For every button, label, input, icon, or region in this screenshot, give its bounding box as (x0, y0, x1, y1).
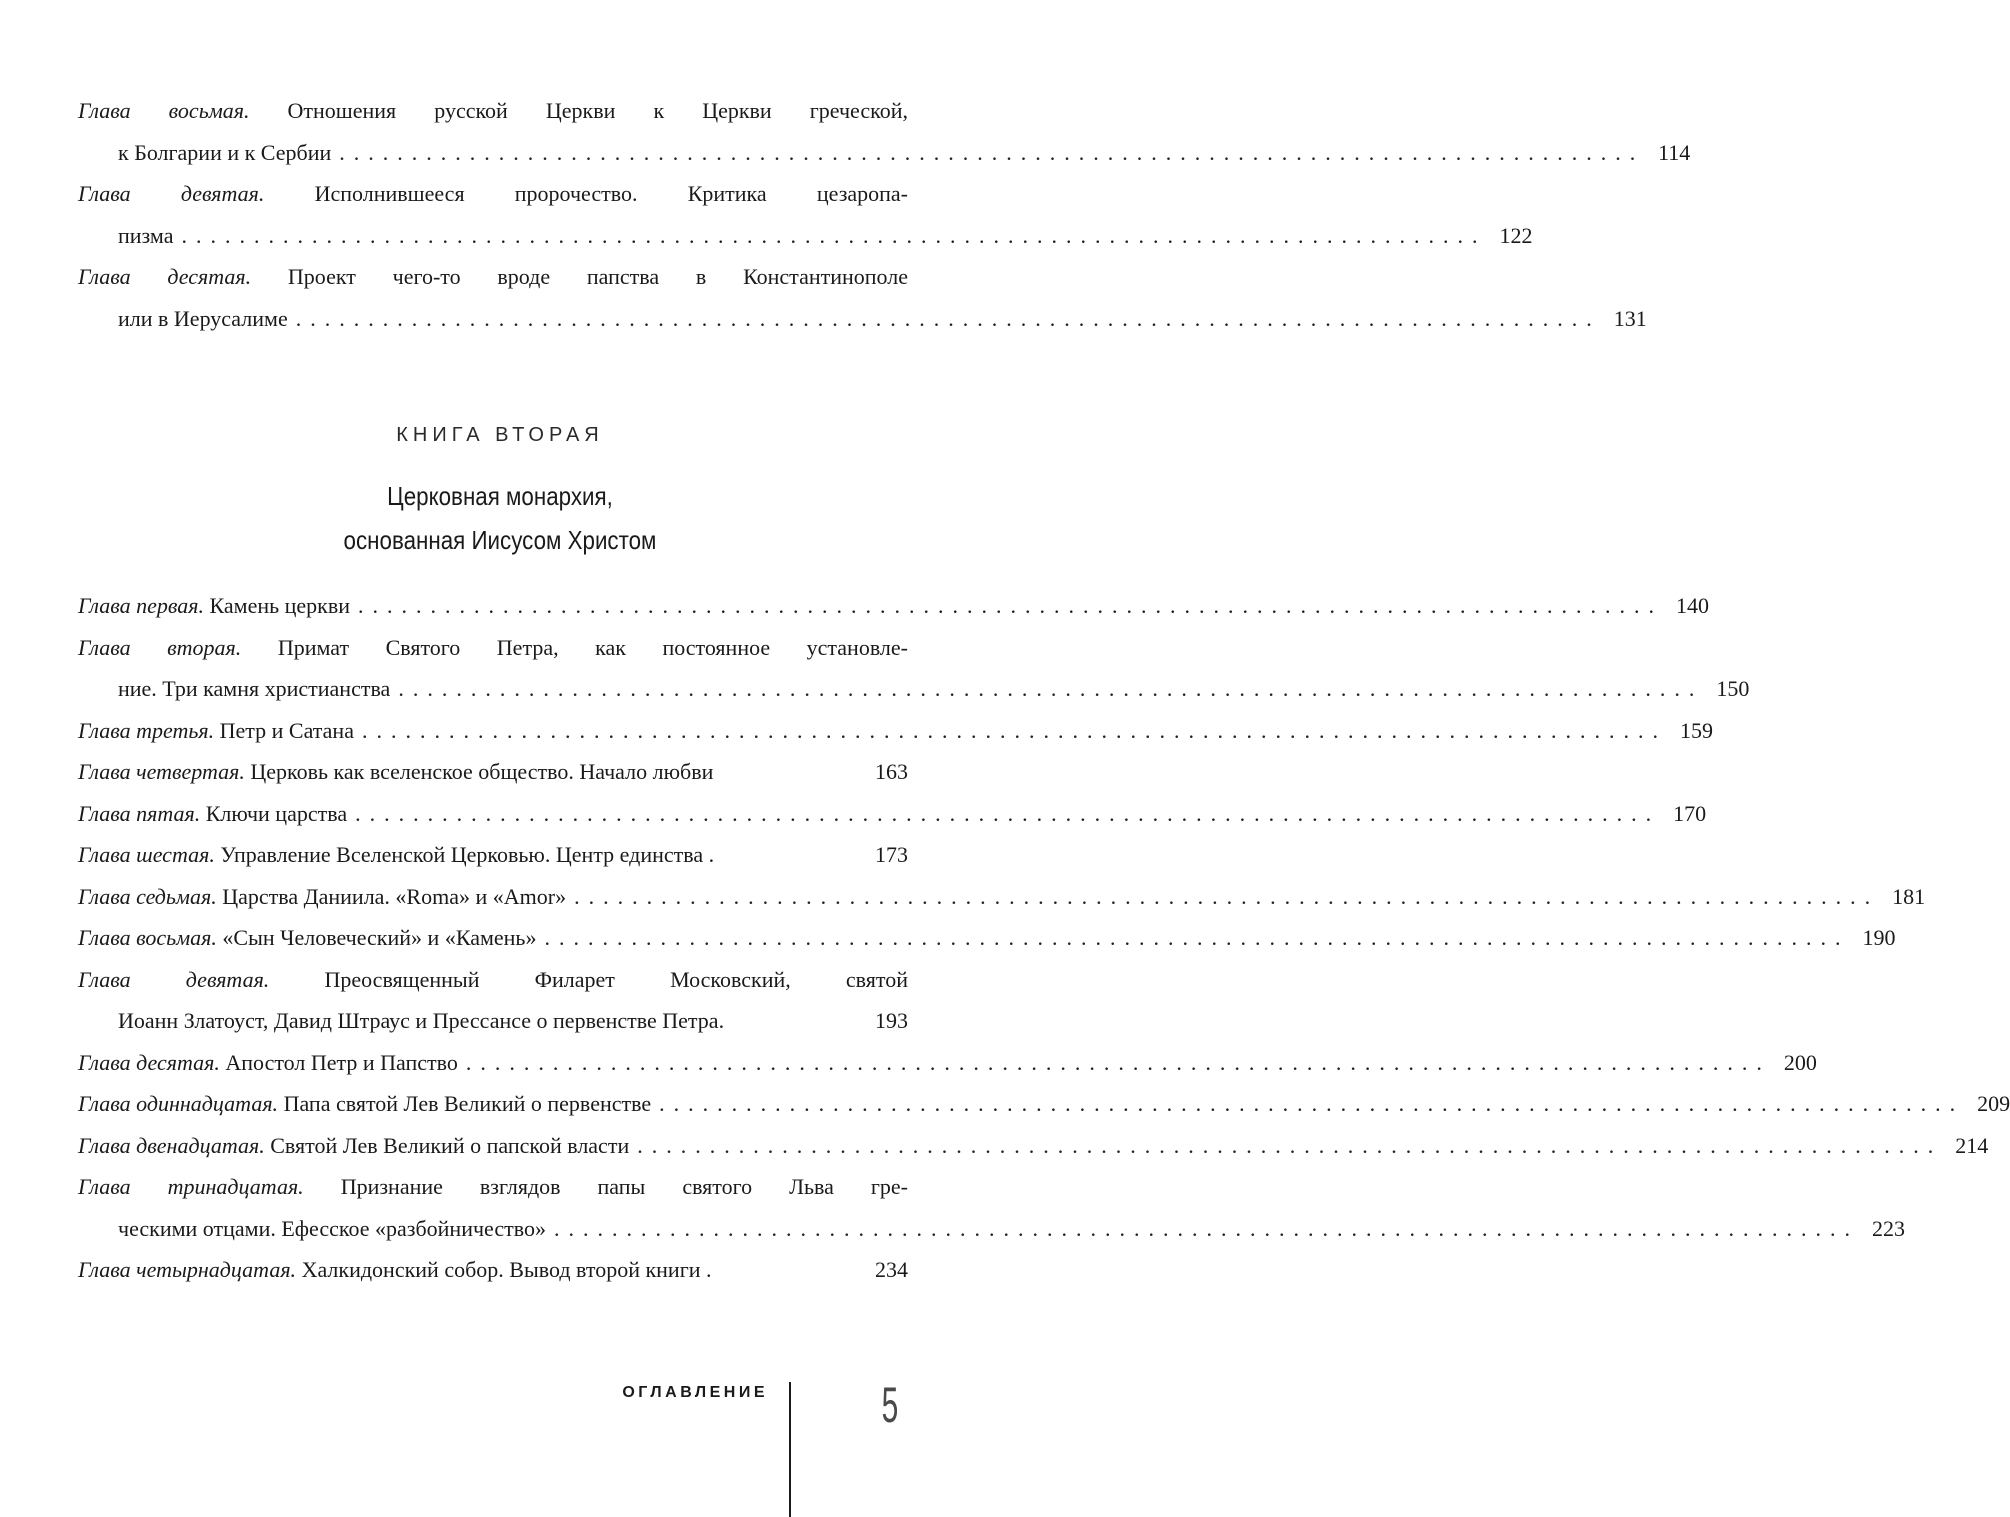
page-ref: 214 (1955, 1132, 1989, 1158)
chapter-title: Халкидонский собор. Вывод второй книги . (301, 1257, 712, 1282)
toc-entry[interactable] (78, 1249, 908, 1291)
toc-entry[interactable] (78, 1166, 1905, 1249)
toc-entry-first-line (78, 173, 908, 215)
chapter-label: Глава восьмая. (78, 925, 217, 950)
toc-section-book-one-end (78, 90, 1691, 339)
toc-entry[interactable] (78, 1042, 1817, 1084)
chapter-title-continued: ческими отцами. Ефесское «разбойничество» (118, 1215, 546, 1241)
page-ref: 193 (875, 1008, 908, 1033)
dot-leader: .......................................................................................... (574, 883, 1880, 909)
page-ref: 209 (1977, 1091, 2010, 1116)
page-ref: 163 (875, 759, 908, 784)
dot-leader: .......................................................................................... (544, 925, 1850, 950)
toc-entry-last-line (78, 1208, 1905, 1250)
chapter-label: Глава четвертая. (78, 759, 245, 784)
dot-leader: .......................................................................................... (358, 593, 1664, 618)
chapter-label: Глава десятая. (78, 264, 252, 289)
chapter-label: Глава одиннадцатая. (78, 1091, 279, 1116)
toc-entry[interactable] (78, 256, 1647, 339)
dot-leader: .......................................................................................... (339, 139, 1645, 165)
page-ref: 234 (875, 1257, 908, 1282)
page-ref: 200 (1783, 1049, 1817, 1075)
chapter-title: Церковь как вселенское общество. Начало любви (250, 759, 714, 784)
toc-entry[interactable] (78, 710, 1713, 752)
toc-entry-last-line (78, 298, 1647, 340)
toc-entry-last-line (78, 215, 1533, 257)
chapter-title: Отношения русской Церкви к Церкви греческой, (287, 98, 908, 123)
chapter-title: Преосвященный Филарет Московский, святой (324, 966, 908, 992)
chapter-title: Ключи царства (205, 800, 348, 826)
page-ref: 131 (1613, 305, 1647, 331)
chapter-title: Святой Лев Великий о папской власти (270, 1132, 630, 1158)
page-ref: 223 (1871, 1215, 1905, 1241)
chapter-label: Глава десятая. (78, 1049, 220, 1075)
running-footer-label: ОГЛАВЛЕНИЕ (622, 1384, 768, 1401)
toc-entry-last-line (78, 1000, 908, 1042)
chapter-label: Глава восьмая. (78, 98, 250, 123)
chapter-title-continued: к Болгарии и к Сербии (118, 139, 332, 165)
chapter-title: Апостол Петр и Папство (225, 1049, 458, 1075)
page-ref: 181 (1892, 883, 1926, 909)
chapter-title-continued: ние. Три камня христианства (118, 676, 391, 701)
toc-entry[interactable] (78, 627, 1750, 710)
toc-entry-last-line (78, 132, 1691, 174)
toc-entry[interactable] (78, 959, 908, 1042)
chapter-title: «Сын Человеческий» и «Камень» (222, 925, 537, 950)
toc-entry-last-line (78, 668, 1750, 710)
page-ref: 159 (1679, 717, 1713, 743)
dot-leader: .......................................................................................... (637, 1132, 1943, 1158)
toc-entry-first-line (78, 1166, 908, 1208)
chapter-label: Глава третья. (78, 717, 215, 743)
page-ref: 114 (1658, 139, 1691, 165)
chapter-title: Камень церкви (209, 593, 351, 618)
book-label: КНИГА ВТОРАЯ (396, 424, 604, 446)
toc-entry-first-line (78, 959, 908, 1001)
page-number: 5 (881, 1377, 899, 1433)
chapter-label: Глава пятая. (78, 800, 201, 826)
chapter-label: Глава девятая. (78, 181, 265, 206)
toc-section-book-two (78, 585, 2010, 1291)
book-title-line-2: основанная Иисусом Христом (343, 525, 657, 555)
toc-entry[interactable] (78, 834, 908, 876)
chapter-title-continued: или в Иерусалиме (118, 305, 288, 331)
page-ref: 190 (1862, 925, 1896, 950)
chapter-label: Глава четырнадцатая. (78, 1257, 297, 1282)
chapter-label: Глава вторая. (78, 634, 242, 660)
dot-leader: .......................................................................................... (355, 800, 1661, 826)
toc-entry[interactable] (78, 1083, 2010, 1125)
chapter-title: Управление Вселенской Церковью. Центр единства . (220, 842, 715, 867)
dot-leader: .......................................................................................... (465, 1049, 1771, 1075)
toc-entry[interactable] (78, 173, 1533, 256)
chapter-label: Глава первая. (78, 593, 204, 618)
chapter-label: Глава шестая. (78, 842, 215, 867)
page-ref: 173 (875, 842, 908, 867)
toc-entry-first-line (78, 627, 908, 669)
chapter-title: Царства Даниила. «Roma» и «Amor» (222, 883, 567, 909)
chapter-label: Глава седьмая. (78, 883, 217, 909)
toc-entry[interactable] (78, 90, 1691, 173)
dot-leader: .......................................................................................... (361, 717, 1667, 743)
chapter-title-continued: пизма (118, 222, 174, 248)
toc-entry[interactable] (78, 917, 1896, 959)
toc-entry[interactable] (78, 585, 1710, 627)
chapter-title: Примат Святого Петра, как постоянное установле- (277, 634, 909, 660)
toc-entry[interactable] (78, 793, 1707, 835)
chapter-title: Исполнившееся пророчество. Критика цезаропа- (314, 181, 909, 206)
page-ref: 170 (1673, 800, 1707, 826)
chapter-title: Петр и Сатана (219, 717, 354, 743)
page-ref: 150 (1716, 676, 1750, 701)
page-ref: 140 (1676, 593, 1710, 618)
toc-entry-first-line (78, 90, 908, 132)
chapter-label: Глава тринадцатая. (78, 1174, 304, 1199)
chapter-title-continued: Иоанн Златоуст, Давид Штраус и Прессансе о первенстве Петра. (118, 1008, 725, 1033)
toc-entry[interactable] (78, 876, 1926, 918)
toc-entry-first-line (78, 256, 908, 298)
dot-leader: .......................................................................................... (553, 1215, 1859, 1241)
book-title (70, 474, 930, 562)
dot-leader: .......................................................................................... (659, 1091, 1965, 1116)
toc-entry[interactable] (78, 751, 908, 793)
dot-leader: .......................................................................................... (398, 676, 1704, 701)
chapter-title: Признание взглядов папы святого Льва гре- (340, 1174, 909, 1199)
dot-leader: .......................................................................................... (181, 222, 1487, 248)
page-ref: 122 (1499, 222, 1533, 248)
dot-leader: .......................................................................................... (295, 305, 1601, 331)
chapter-label: Глава двенадцатая. (78, 1132, 265, 1158)
book-title-line-1: Церковная монархия, (387, 481, 613, 511)
footer-divider (789, 1382, 791, 1517)
chapter-title: Проект чего-то вроде папства в Константинополе (287, 264, 908, 289)
chapter-title: Папа святой Лев Великий о первенстве (283, 1091, 652, 1116)
toc-entry[interactable] (78, 1125, 1989, 1167)
chapter-label: Глава девятая. (78, 966, 270, 992)
